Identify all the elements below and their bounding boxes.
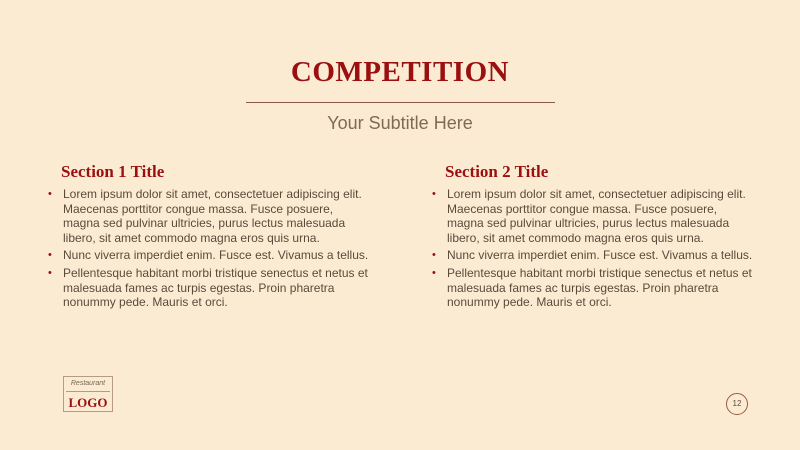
page-number-badge: 12	[726, 393, 748, 415]
title-divider	[246, 102, 555, 103]
bullet-item	[48, 248, 371, 263]
bullet-icon: •	[432, 266, 436, 279]
bullet-text: Lorem ipsum dolor sit amet, consectetuer adipiscing elit. Maecenas porttitor congue massa. Fusce posuere, magna sed pulvinar ultricies, purus lectus malesuada libero, sit amet commodo magna eros quis urna.	[63, 187, 362, 245]
bullet-text: Nunc viverra imperdiet enim. Fusce est. Vivamus a tellus.	[63, 248, 369, 263]
section-2-title: Section 2 Title	[445, 162, 549, 181]
section-1	[48, 162, 371, 313]
section-2	[432, 162, 755, 313]
bullet-text: Nunc viverra imperdiet enim. Fusce est. Vivamus a tellus.	[447, 248, 753, 263]
restaurant-logo	[63, 376, 113, 412]
bullet-item	[48, 265, 371, 310]
slide-title: COMPETITION	[290, 56, 510, 88]
bullet-text: Pellentesque habitant morbi tristique senectus et netus et malesuada fames ac turpis egestas. Proin pharetra nonummy pede. Mauris et orci.	[63, 265, 368, 310]
bullet-item	[432, 248, 755, 263]
bullet-item	[48, 187, 371, 245]
logo-top-text: Restaurant	[70, 380, 106, 387]
bullet-icon: •	[432, 249, 436, 262]
bullet-icon: •	[48, 188, 52, 200]
section-1-title: Section 1 Title	[61, 162, 165, 181]
logo-divider	[66, 391, 110, 392]
logo-main-text: LOGO	[68, 395, 108, 410]
bullet-item	[432, 187, 755, 245]
section-2-bullets	[432, 187, 755, 310]
section-1-bullets	[48, 187, 371, 310]
bullet-icon: •	[48, 249, 52, 262]
bullet-icon: •	[432, 188, 436, 200]
bullet-item	[432, 265, 755, 310]
bullet-text: Lorem ipsum dolor sit amet, consectetuer adipiscing elit. Maecenas porttitor congue massa. Fusce posuere, magna sed pulvinar ultricies, purus lectus malesuada libero, sit amet commodo magna eros quis urna.	[447, 187, 746, 245]
bullet-text: Pellentesque habitant morbi tristique senectus et netus et malesuada fames ac turpis egestas. Proin pharetra nonummy pede. Mauris et orci.	[447, 265, 752, 310]
bullet-icon: •	[48, 266, 52, 279]
slide-subtitle: Your Subtitle Here	[327, 113, 473, 133]
